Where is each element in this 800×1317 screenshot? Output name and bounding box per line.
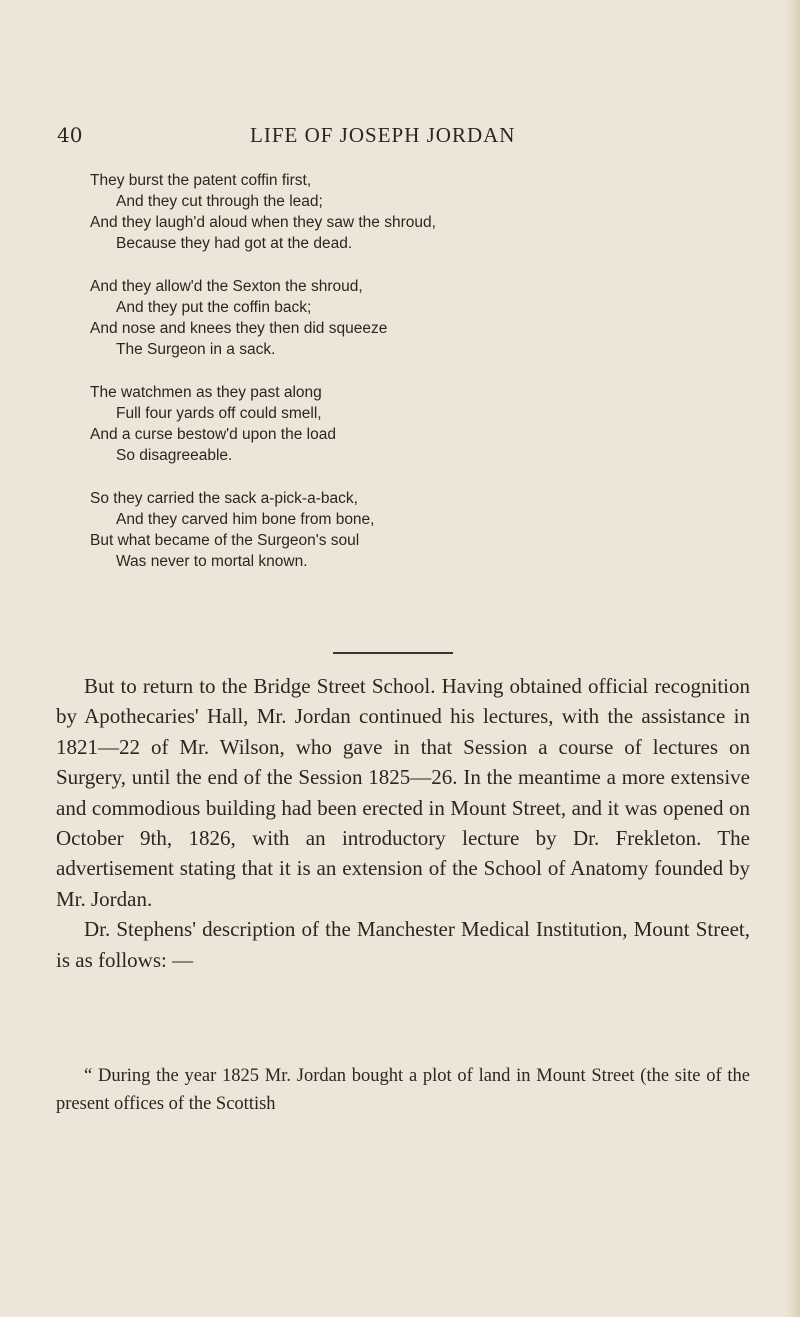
quoted-passage: “ During the year 1825 Mr. Jordan bought a plot of land in Mount Street (the site of the present offices of the Scottish: [56, 1066, 750, 1114]
poem-line: And they cut through the lead;: [116, 193, 323, 210]
page-edge-shadow: [786, 0, 800, 1317]
section-divider: [333, 652, 453, 654]
poem-line: They burst the patent coffin first,: [90, 172, 312, 189]
poem-line: Full four yards off could smell,: [116, 405, 322, 422]
poem-line: Because they had got at the dead.: [116, 235, 353, 252]
poem-line: So they carried the sack a-pick-a-back,: [90, 490, 358, 507]
poem-line: And a curse bestow'd upon the load: [90, 426, 336, 443]
prose-body: [56, 671, 750, 975]
paragraph: But to return to the Bridge Street School. Having obtained official recognition by Apothecaries' Hall, Mr. Jordan continued his lectures, with the assistance in 1821—22 of Mr. Wilson, who gave in that Session a course of lectures on Surgery, until the end of the Session 1825—26. In the meantime a more extensive and commodious building had been erected in Mount Street, and it was opened on October 9th, 1826, with an introductory lecture by Dr. Frekleton. The advertisement stating that it is an extension of the School of Anatomy founded by Mr. Jordan.: [56, 674, 750, 911]
running-head: LIFE OF JOSEPH JORDAN: [250, 123, 516, 147]
poem-line: And they laugh'd aloud when they saw the shroud,: [90, 214, 436, 231]
poem-line: The watchmen as they past along: [90, 384, 322, 401]
poem-line: And they put the coffin back;: [116, 299, 312, 316]
paragraph: Dr. Stephens' description of the Manchester Medical Institution, Mount Street, is as follows: —: [56, 917, 750, 972]
poem-line: And they carved him bone from bone,: [116, 511, 375, 528]
poem-stanza: [90, 488, 710, 572]
poem: [90, 170, 710, 594]
poem-line: The Surgeon in a sack.: [116, 341, 276, 358]
poem-line: And nose and knees they then did squeeze: [90, 320, 388, 337]
poem-line: And they allow'd the Sexton the shroud,: [90, 278, 363, 295]
poem-stanza: [90, 276, 710, 360]
poem-line: But what became of the Surgeon's soul: [90, 532, 360, 549]
poem-line: Was never to mortal known.: [116, 553, 308, 570]
poem-line: So disagreeable.: [116, 447, 233, 464]
poem-stanza: [90, 382, 710, 466]
poem-stanza: [90, 170, 710, 254]
page-header: [0, 120, 800, 150]
page-number: 40: [57, 123, 83, 147]
